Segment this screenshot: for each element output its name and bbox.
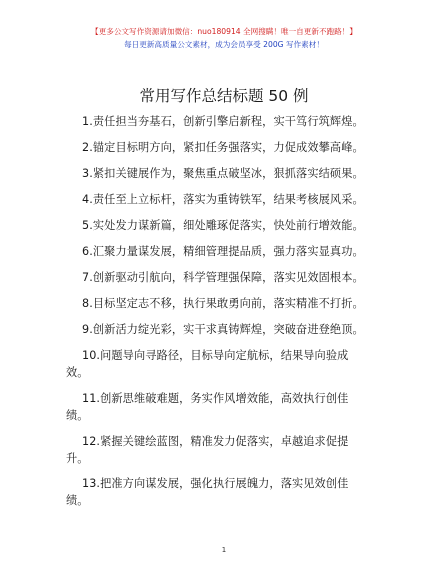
list-item-9: 9.创新活力绽光彩，实干求真铸辉煌，突破奋进登绝顶。	[82, 323, 364, 336]
list-item-8: 8.目标坚定志不移，执行果敢勇向前，落实精准不打折。	[82, 297, 364, 310]
list-item-12-line2: 升。	[66, 452, 89, 465]
list-item-2: 2.锚定目标明方向，紧扣任务强落实，力促成效攀高峰。	[82, 141, 364, 154]
page-title: 常用写作总结标题 50 例	[139, 87, 309, 105]
list-item-4: 4.责任至上立标杆，落实为重铸铁军，结果考核展风采。	[82, 193, 364, 206]
list-item-10-line1: 10.问题导向寻路径，目标导向定航标，结果导向验成	[82, 349, 349, 362]
list-item-6: 6.汇聚力量谋发展，精细管理提品质，强力落实显真功。	[82, 245, 364, 258]
promo-banner: 【更多公文写作资源请加微信：nuo180914 全网搜瞒！唯一自更新不跑路！】	[91, 27, 357, 36]
list-item-11-line2: 绩。	[66, 409, 89, 422]
list-item-11-line1: 11.创新思维破难题，务实作风增效能，高效执行创佳	[82, 392, 349, 405]
list-item-1: 1.责任担当夯基石，创新引擎启新程，实干笃行筑辉煌。	[82, 115, 364, 128]
list-item-12-line1: 12.紧握关键绘蓝图，精准发力促落实，卓越追求促提	[82, 435, 349, 448]
list-item-10-line2: 效。	[66, 366, 89, 379]
list-item-13-line1: 13.把准方向谋发展，强化执行展魄力，落实见效创佳	[82, 477, 349, 490]
list-item-3: 3.紧扣关键展作为，聚焦重点破坚冰，狠抓落实结硕果。	[82, 167, 364, 180]
list-item-5: 5.实处发力谋新篇，细处雕琢促落实，快处前行增效能。	[82, 219, 364, 232]
promo-subline: 每日更新高质量公文素材，成为会员享受 200G 写作素材！	[124, 40, 324, 49]
page-number: 1	[221, 546, 227, 554]
list-item-13-line2: 绩。	[66, 494, 89, 507]
list-item-7: 7.创新驱动引航向，科学管理强保障，落实见效固根本。	[82, 271, 364, 284]
